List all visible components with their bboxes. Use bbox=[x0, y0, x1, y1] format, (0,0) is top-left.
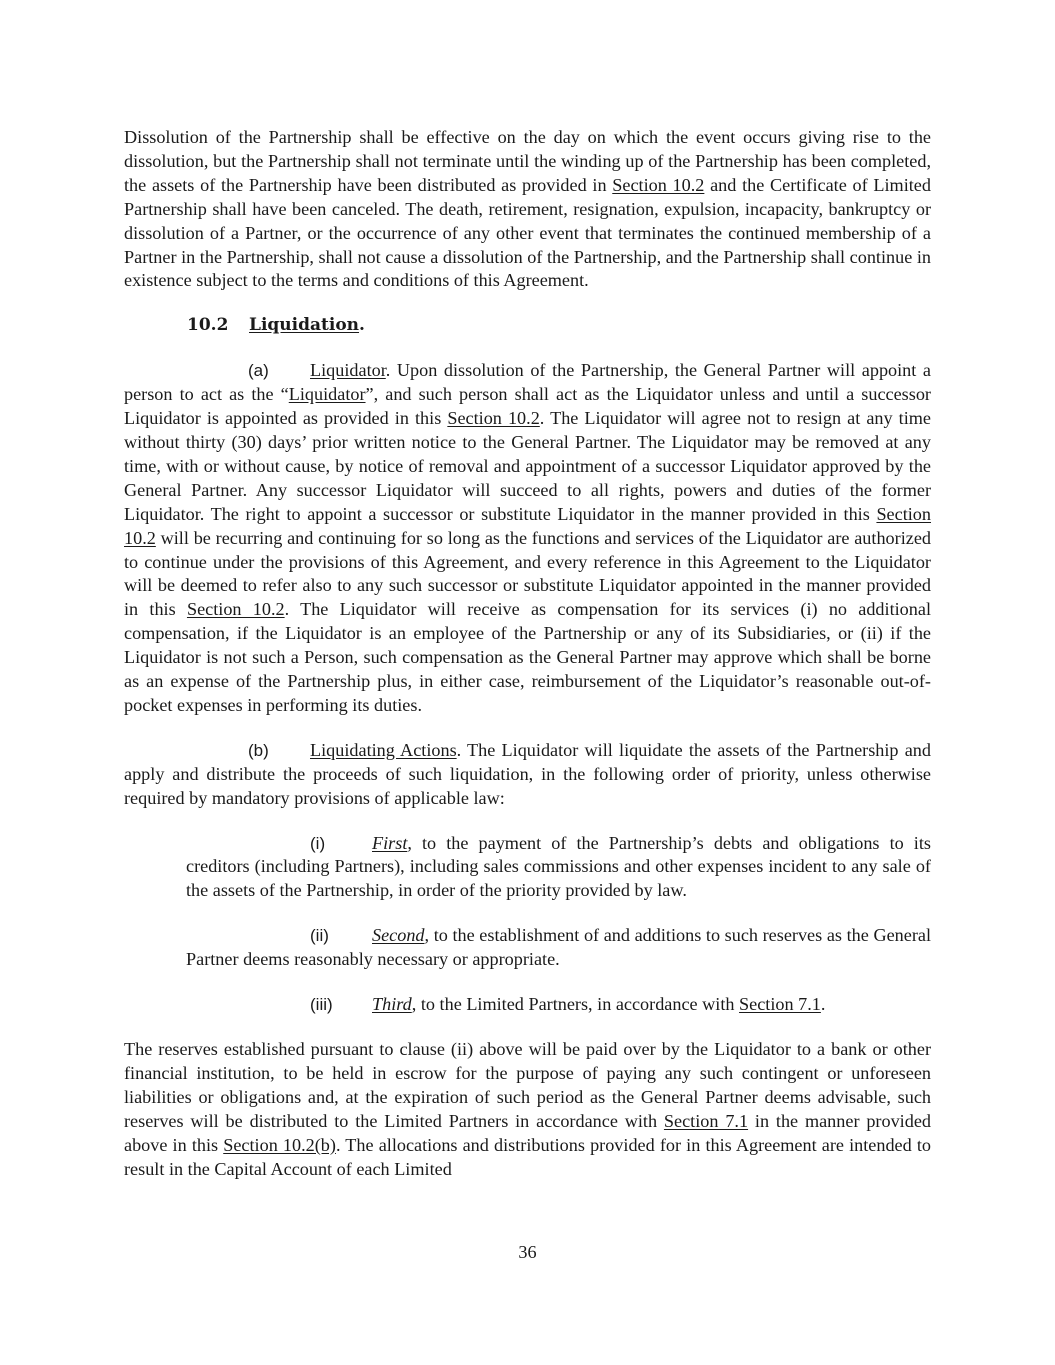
continuation-text-2: and the Certificate of Limited Partnership shall have been canceled. The death, retirement, resignation, expulsion, incapacity, bankruptcy or dissolution of a Partner, or the occurrence of any other event that terminates the continued membership of a Partner in the Partnership, shall not cause a dissolution of the Partnership, and the Partnership shall continue in existence subject to the terms and conditions of this Agreement. bbox=[124, 174, 931, 291]
section-reference: Section 10.2 bbox=[447, 408, 540, 429]
item-iii-end: . bbox=[820, 994, 826, 1015]
paragraph-a-label: (a) bbox=[248, 361, 269, 381]
defined-term-liquidator: Liquidator bbox=[288, 384, 366, 405]
continuation-paragraph bbox=[124, 126, 931, 293]
item-i-text: , to the payment of the Partnership’s debts and obligations to its creditors (including Partners), including sales commissions and other expenses incident to any sale of the assets of the Partnership, in order of the priority provided by law. bbox=[186, 832, 931, 901]
item-iii-term: Third bbox=[372, 994, 412, 1015]
closing-paragraph bbox=[124, 1038, 931, 1181]
paragraph-a-text: . The Liquidator will receive as compensation for its services (i) no additional compensation, if the Liquidator is an employee of the Partnership or any of its Subsidiaries, or (ii) if the Liquidator is not such a Person, such compensation as the General Partner may approve which shall be borne as an expense of the Partnership plus, in either case, reimbursement of the Liquidator’s reasonable out-of-pocket expenses in performing its duties. bbox=[124, 599, 931, 715]
item-ii bbox=[186, 924, 931, 972]
section-reference: Section 10.2 bbox=[186, 599, 285, 620]
paragraph-a-text: will be recurring and continuing for so long as the functions and services of the Liquidator are authorized to continue under the provisions of this Agreement, and every reference in this Agreement to the Liquidator will be deemed to refer also to any such successor or substitute Liquidator appointed in the manner provided in this bbox=[124, 527, 931, 620]
item-ii-term: Second bbox=[372, 925, 425, 946]
closing-text: in the manner provided above in this bbox=[124, 1110, 931, 1155]
section-heading bbox=[187, 314, 931, 338]
document-page bbox=[124, 126, 931, 1181]
closing-text: . The allocations and distributions provided for in this Agreement are intended to result in the Capital Account of each Limited bbox=[124, 1134, 931, 1179]
paragraph-b-label: (b) bbox=[248, 740, 269, 760]
paragraph-a-text: . Upon dissolution of the Partnership, the General Partner will appoint a person to act as the “ bbox=[124, 360, 931, 405]
section-reference: Section 10.2 bbox=[124, 503, 931, 548]
item-i-term: First bbox=[372, 832, 408, 853]
item-i bbox=[186, 832, 931, 904]
paragraph-a-text: ”, and such person shall act as the Liquidator unless and until a successor Liquidator is appointed as provided in this bbox=[124, 384, 931, 429]
paragraph-a bbox=[124, 359, 931, 718]
section-reference: Section 7.1 bbox=[663, 1110, 749, 1131]
item-iii bbox=[186, 993, 931, 1017]
paragraph-a-text: . The Liquidator will agree not to resign at any time without thirty (30) days’ prior written notice to the General Partner. The Liquidator may be removed at any time, with or without cause, by notice of removal and appointment of a successor Liquidator approved by the General Partner. Any successor Liquidator will succeed to all rights, powers and duties of the former Liquidator. The right to appoint a successor or substitute Liquidator in the manner provided in this bbox=[124, 408, 931, 524]
item-i-label: (i) bbox=[310, 833, 326, 853]
section-title-suffix: . bbox=[359, 315, 365, 336]
section-reference: Section 7.1 bbox=[739, 994, 821, 1015]
paragraph-b-text: . The Liquidator will liquidate the assets of the Partnership and apply and distribute the proceeds of such liquidation, in the following order of priority, unless otherwise required by mandatory provisions of applicable law: bbox=[124, 739, 931, 808]
closing-text: The reserves established pursuant to clause (ii) above will be paid over by the Liquidator to a bank or other financial institution, to be held in escrow for the purpose of paying any such contingent or unforeseen liabilities or obligations and, at the expiration of such period as the General Partner deems advisable, such reserves will be distributed to the Limited Partners in accordance with bbox=[124, 1039, 931, 1131]
section-reference: Section 10.2 bbox=[612, 174, 705, 195]
section-title: Liquidation bbox=[249, 315, 360, 336]
section-reference: Section 10.2(b) bbox=[223, 1134, 336, 1155]
page-number: 36 bbox=[518, 1242, 537, 1262]
item-ii-label: (ii) bbox=[310, 926, 329, 946]
item-iii-text: , to the Limited Partners, in accordance with bbox=[411, 994, 740, 1015]
continuation-text-1: Dissolution of the Partnership shall be effective on the day on which the event occurs giving rise to the dissolution, but the Partnership shall not terminate until the winding up of the Partnership has been completed, the assets of the Partnership have been distributed as provided in bbox=[124, 127, 931, 195]
item-ii-text: , to the establishment of and additions to such reserves as the General Partner deems reasonably necessary or appropriate. bbox=[186, 925, 931, 970]
paragraph-b bbox=[124, 739, 931, 811]
paragraph-b-heading: Liquidating Actions bbox=[310, 739, 457, 760]
section-number: 10.2 bbox=[187, 315, 229, 336]
paragraph-a-heading: Liquidator bbox=[310, 360, 386, 381]
item-iii-label: (iii) bbox=[310, 995, 333, 1015]
